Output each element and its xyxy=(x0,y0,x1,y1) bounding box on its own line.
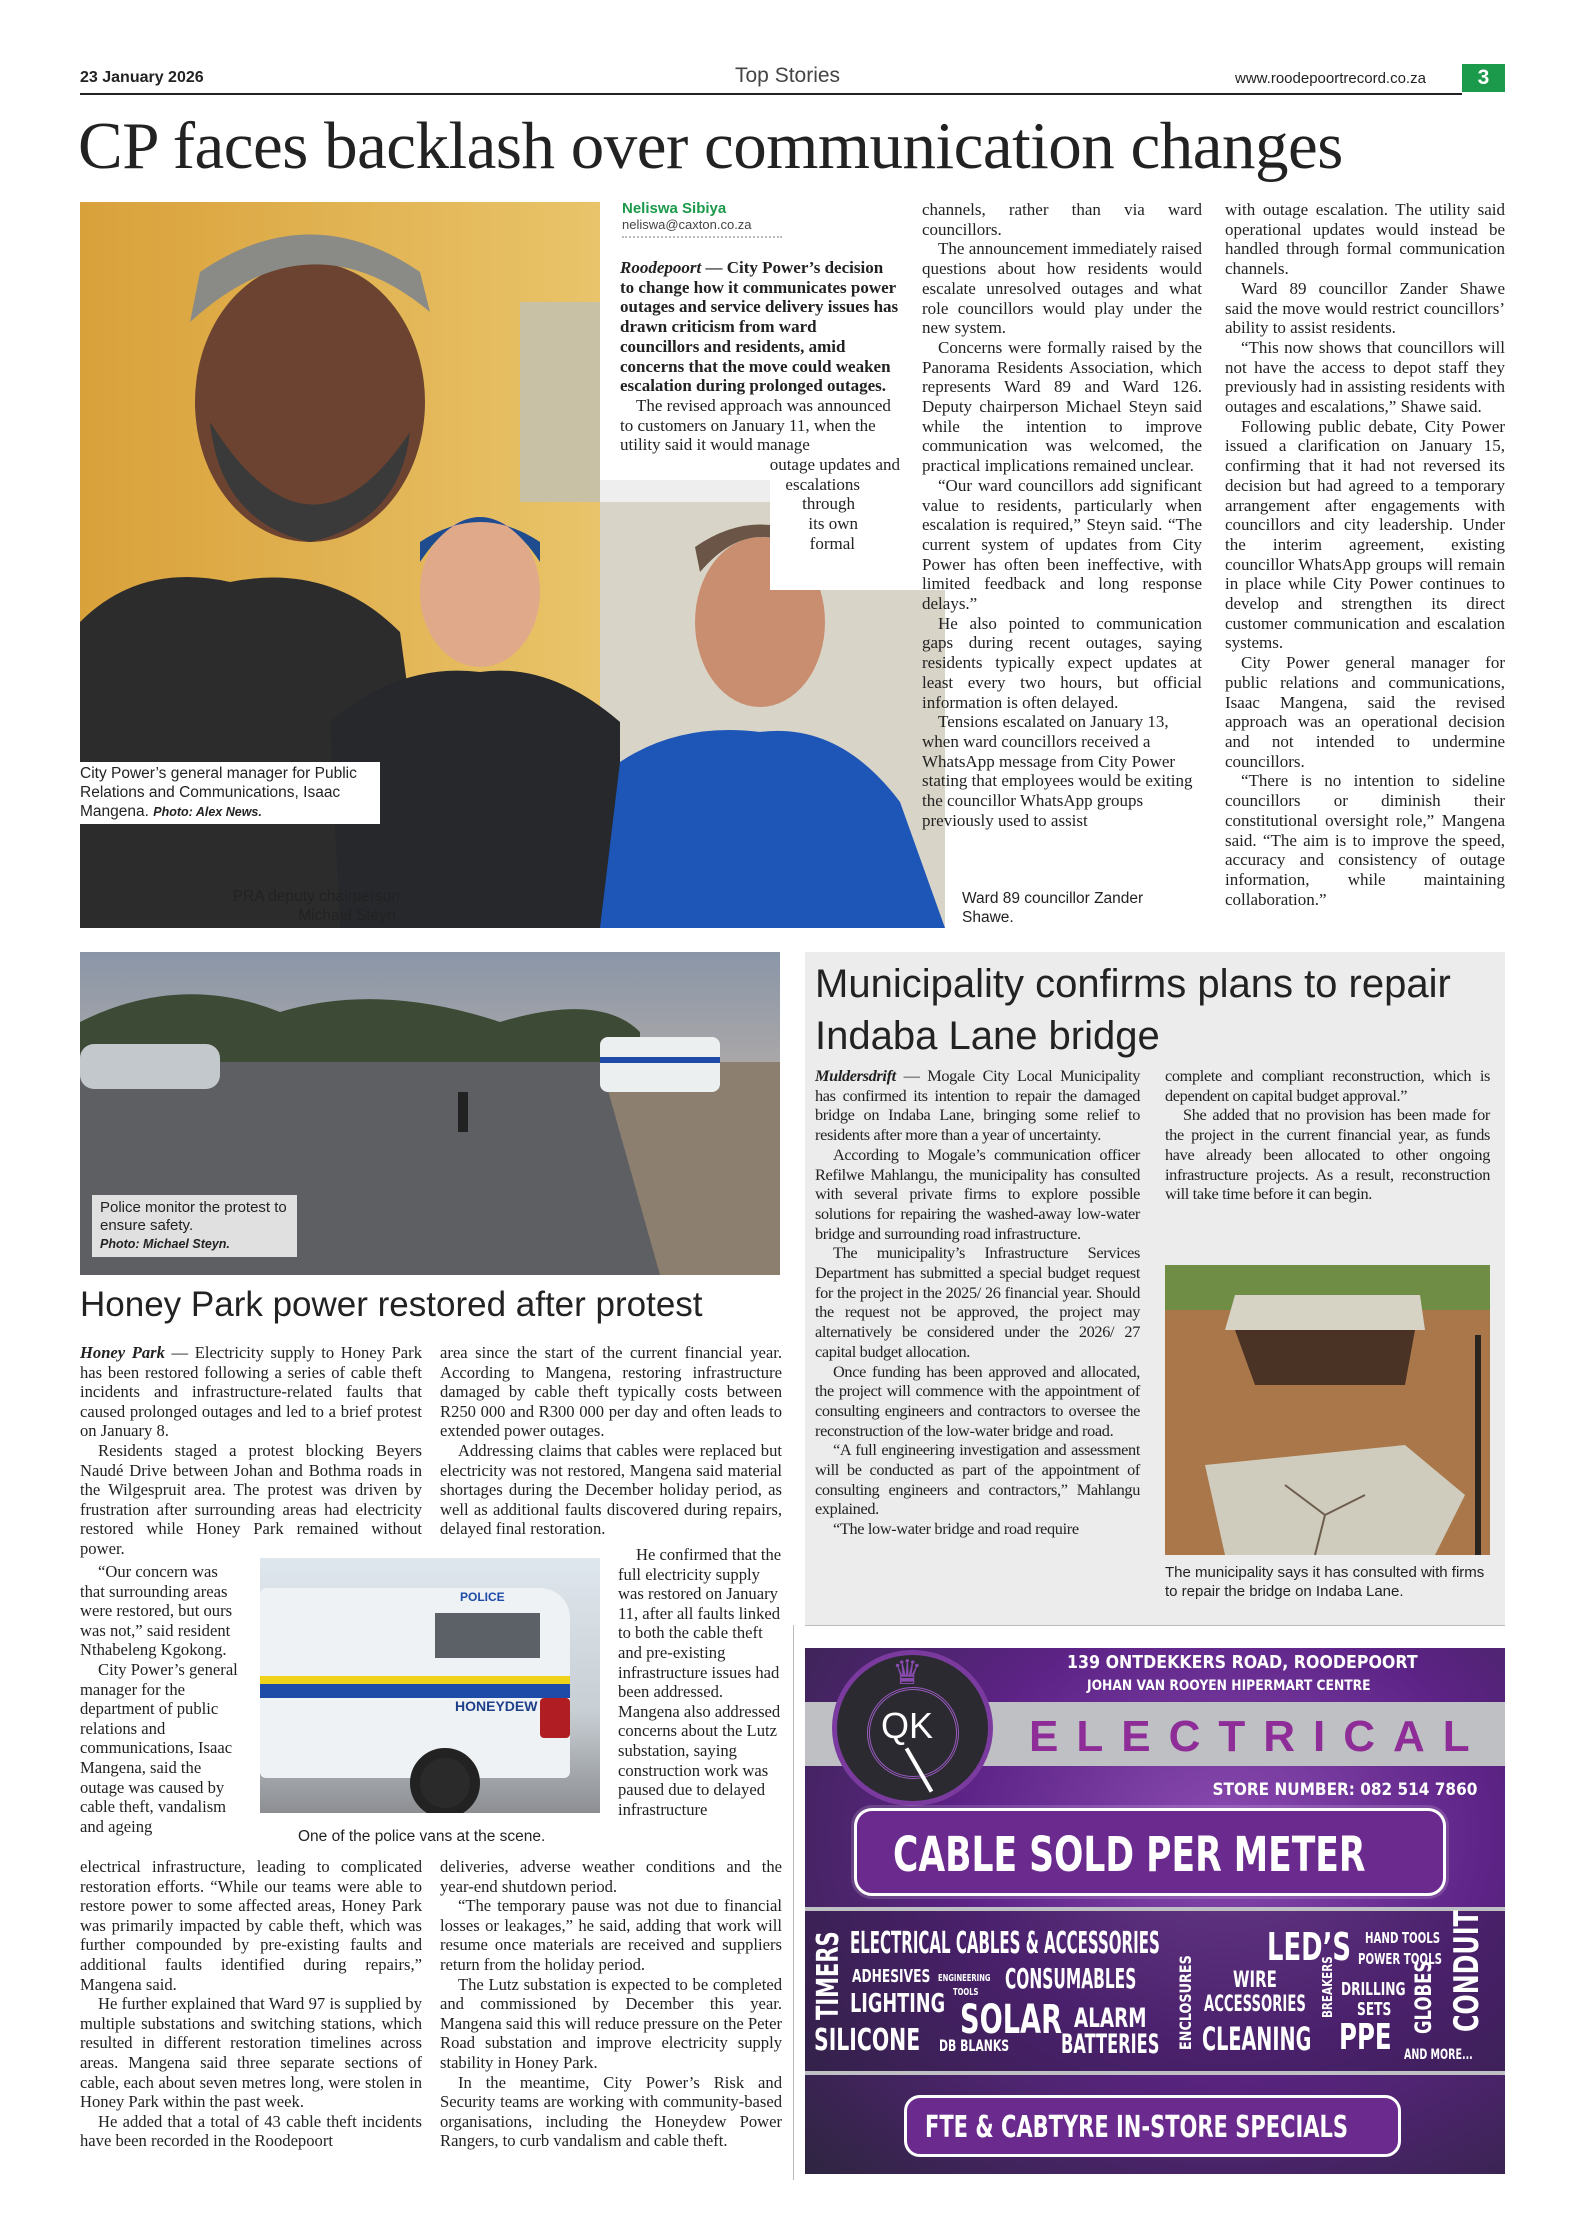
paragraph: In the meantime, City Power’s Risk and Security teams are working with community-based organisations, including the Honeydew Power Rangers, to curb vandalism and cable theft. xyxy=(440,2072,782,2151)
paragraph: “This now shows that councillors will not have the access to depot staff they previously had in assisting residents with outages and escalations,” Shawe said. xyxy=(1225,337,1506,417)
word-conduit: CONDUIT xyxy=(1447,1910,1487,2032)
honey-park-col1-mid xyxy=(80,1562,240,1836)
crown-icon: ♛ xyxy=(892,1653,923,1693)
van-yellow-stripe xyxy=(260,1676,570,1684)
word-batteries: BATTERIES xyxy=(1061,2029,1160,2060)
wrap-line: outage updates and xyxy=(769,455,900,475)
van-window xyxy=(435,1613,540,1658)
byline-rule xyxy=(622,236,782,238)
word-ppe: PPE xyxy=(1339,2017,1392,2058)
paragraph: area since the start of the current financial year. According to Mangena, restoring infrastructure damaged by cable theft typically costs between R250 000 and R300 000 per day and often leads to extended power outages. xyxy=(440,1343,782,1441)
specials-banner-text: FTE & CABTYRE IN-STORE SPECIALS xyxy=(925,2110,1349,2145)
paragraph: deliveries, adverse weather conditions and the year-end shutdown period. xyxy=(440,1857,782,1896)
paragraph: He also pointed to communication gaps during recent outages, saying residents typically expect updates at least every two hours, but official information is often delayed. xyxy=(922,613,1202,712)
paragraph: The revised approach was announced to customers on January 11, when the utility said it would manage xyxy=(620,395,891,455)
word-db-blanks: DB BLANKS xyxy=(939,2036,1010,2055)
byline-email[interactable]: neliswa@caxton.co.za xyxy=(622,217,752,232)
word-tools: TOOLS xyxy=(953,1987,979,1998)
paragraph: The Lutz substation is expected to be completed and commissioned by December this year. Mangena said this will reduce pressure on the Peter Road substation and improve electricity supply stability in Honey Park. xyxy=(440,1974,782,2072)
honey-park-col2-bottom xyxy=(440,1857,782,2151)
wrap-line: formal xyxy=(809,533,855,553)
word-enclosures: ENCLOSURES xyxy=(1176,1955,1195,2050)
logo xyxy=(832,1650,993,1806)
word-wire: WIRE xyxy=(1233,1968,1277,1993)
honey-park-col1-top xyxy=(80,1343,422,1559)
lead-place: Muldersdrift xyxy=(815,1066,896,1085)
protest-caption-credit: Photo: Michael Steyn. xyxy=(100,1237,230,1251)
word-silicone: SILICONE xyxy=(814,2023,921,2058)
paragraph: City Power’s general manager for the department of public relations and communications, Isaac Mangena, said the outage was caused by cable theft, vandalism and ageing xyxy=(80,1659,238,1836)
cable-banner xyxy=(854,1808,1446,1896)
municipality-headline: Municipality confirms plans to repair Indaba Lane bridge xyxy=(815,962,1451,1058)
paragraph: City Power general manager for public relations and communications, Isaac Mangena, said the revised approach was an operational decision and not intended to undermine councillors. xyxy=(1225,653,1505,771)
wrap-lines xyxy=(620,455,900,554)
byline xyxy=(622,200,902,238)
main-headline: CP faces backlash over communication changes xyxy=(78,109,1343,183)
paragraph: He added that a total of 43 cable theft incidents have been recorded in the Roodepoort xyxy=(80,2111,422,2151)
lead-text: — Mogale City Local Municipality has confirmed its intention to repair the damaged bridge on Indaba Lane, bringing some relief to residents after more than a year of uncertainty. xyxy=(815,1066,1140,1145)
wrap-line: through xyxy=(802,494,855,514)
paragraph: “A full engineering investigation and assessment will be conducted as part of the appointment of consulting engineers and contractors,” Mahlangu explained. xyxy=(815,1440,1140,1519)
lead-paragraph xyxy=(620,258,900,396)
protest-caption-text: Police monitor the protest to ensure safety. xyxy=(100,1199,287,1234)
paragraph: The announcement immediately raised questions about how residents would escalate unresolved outages and what role councillors would play under the new system. xyxy=(922,239,1202,338)
van-blue-stripe xyxy=(260,1684,570,1698)
word-sets: SETS xyxy=(1357,1999,1392,2020)
word-globes: GLOBES xyxy=(1412,1960,1437,2034)
brand-name: ELECTRICAL xyxy=(1029,1712,1488,1761)
word-alarm: ALARM xyxy=(1074,2003,1147,2034)
lead-place: Roodepoort xyxy=(620,258,702,277)
word-cleaning: CLEANING xyxy=(1202,2020,1312,2058)
caption-shawe: Ward 89 councillor Zander Shawe. xyxy=(962,890,1144,926)
caption-mangena-credit: Photo: Alex News. xyxy=(153,805,262,819)
paragraph: “The temporary pause was not due to financial losses or leakages,” he said, adding that work will resume once materials are received and suppliers return from the holiday period. xyxy=(440,1896,782,1974)
paragraph: Ward 89 councillor Zander Shawe said the move would restrict councillors’ ability to assist residents. xyxy=(1225,278,1505,338)
word-cables: ELECTRICAL CABLES & ACCESSORIES xyxy=(850,1926,1160,1961)
paragraph: “The low-water bridge and road require xyxy=(833,1519,1079,1539)
paragraph: He confirmed that the full electricity supply was restored on January 11, after all faults linked to both the cable theft and pre-existing infrastructure issues had been addressed. Mangena also addressed concerns about the Lutz substation, saying construction work was paused due to delayed infrastructure xyxy=(618,1545,782,1819)
wrap-line: escalations xyxy=(785,474,860,494)
word-hand-tools: HAND TOOLS xyxy=(1365,1929,1441,1947)
paragraph: “There is no intention to sideline councillors or diminish their constitutional oversight role,” Mangena said. “The aim is to improve the speed, accuracy and consistency of outage information, while maintaining collaboration.” xyxy=(1225,771,1505,909)
address-line-2: JOHAN VAN ROOYEN HIPERMART CENTRE xyxy=(1087,1678,1371,1694)
paragraph: “Our concern was that surrounding areas were restored, but ours was not,” said resident Nthabeleng Kgokong. xyxy=(80,1562,233,1660)
lead-place: Honey Park xyxy=(80,1343,165,1362)
main-story-col2 xyxy=(922,200,1202,831)
word-consumables: CONSUMABLES xyxy=(1005,1962,1137,1995)
lead-text: — City Power’s decision to change how it communicates power outages and service delivery issues has drawn criticism from ward councillors and residents, amid concerns that the move could weaken escalation during prolonged outages. xyxy=(620,258,899,396)
paragraph: According to Mogale’s communication officer Refilwe Mahlangu, the municipality has consulted with several private firms to explore possible solutions for repairing the washed-away low-water bridge and surrounding road infrastructure. xyxy=(815,1144,1140,1243)
paragraph: Concerns were formally raised by the Panorama Residents Association, which represents Ward 89 and Ward 126. Deputy chairperson Michael Steyn said while the intention to improve communication was welcomed, the practical implications remained unclear. xyxy=(922,337,1202,476)
caption-mangena-text: City Power’s general manager for Public Relations and Communications, Isaac Mangena. xyxy=(80,765,357,820)
main-story-col1 xyxy=(620,258,900,554)
word-engineering: ENGINEERING xyxy=(938,1973,991,1984)
paragraph: channels, rather than via ward councillors. xyxy=(922,200,1202,239)
page-header xyxy=(80,64,1505,94)
paragraph: The municipality’s Infrastructure Services Department has submitted a special budget request for the project in the 2025/ 26 financial year. Should the request not be approved, the project may alternatively be considered under the 2026/ 27 capital budget allocation. xyxy=(815,1243,1140,1361)
paragraph: She added that no provision has been made for the project in the current financial year, as funds have already been allocated to other ongoing infrastructure projects. As a result, reconstruction will take time before it can begin. xyxy=(1165,1105,1490,1204)
protest-photo-caption xyxy=(92,1195,297,1257)
paragraph: complete and compliant reconstruction, which is dependent on capital budget approval.” xyxy=(1165,1066,1490,1105)
paragraph: Following public debate, City Power issued a clarification on January 15, confirming that it had not reversed its decision but had agreed to a temporary arrangement after engagements with councillors and city leadership. Under the interim agreement, existing councillor WhatsApp groups will remain in place while City Power continues to develop and strengthen its direct customer communication and escalation systems. xyxy=(1225,416,1505,653)
word-power-tools: POWER TOOLS xyxy=(1358,1950,1442,1968)
paragraph: electrical infrastructure, leading to complicated restoration efforts. “While our teams were able to restore power to some affected areas, Honey Park was primarily impacted by cable theft, which was further compounded by pre-existing faults and additional faults identified during repairs,” Mangena said. xyxy=(80,1857,422,1994)
paragraph xyxy=(815,1066,1140,1145)
paragraph: Addressing claims that cables were replaced but electricity was not restored, Mangena said material shortages during the December holiday period, as well as additional faults discovered during repairs, delayed final restoration. xyxy=(440,1440,782,1539)
specials-banner xyxy=(904,2095,1401,2157)
honey-park-headline: Honey Park power restored after protest xyxy=(80,1285,703,1324)
word-breakers: BREAKERS xyxy=(1321,1956,1336,2018)
qk-electrical-advert[interactable] xyxy=(805,1648,1505,2174)
paragraph: “Our ward councillors add significant value to residents, particularly when escalation is required,” Steyn said. “The current system of updates from City Power has often been ineffective, with limited feedback and long response delays.” xyxy=(922,475,1202,614)
word-adhesives: ADHESIVES xyxy=(852,1966,931,1987)
logo-letters: QK xyxy=(881,1705,934,1746)
bridge-photo xyxy=(1165,1265,1490,1555)
store-number[interactable]: STORE NUMBER: 082 514 7860 xyxy=(1212,1780,1477,1800)
section-label: Top Stories xyxy=(735,64,841,87)
bridge-caption: The municipality says it has consulted with firms to repair the bridge on Indaba Lane. xyxy=(1165,1564,1485,1600)
column-rule xyxy=(793,1625,794,2180)
main-story-col3 xyxy=(1225,200,1505,909)
paragraph xyxy=(80,1343,422,1441)
paragraph: Once funding has been approved and allocated, the project will commence with the appointment of consulting engineers and contractors to oversee the reconstruction of the low-water bridge and road. xyxy=(815,1361,1140,1440)
van-taillight xyxy=(540,1698,570,1738)
honey-park-col1-bottom xyxy=(80,1857,422,2151)
word-and-more: AND MORE... xyxy=(1404,2047,1473,2063)
word-lighting: LIGHTING xyxy=(850,1989,946,2019)
header-rule xyxy=(80,93,1462,95)
word-timers: TIMERS xyxy=(811,1931,846,2020)
word-leds: LED’S xyxy=(1267,1925,1352,1969)
paragraph: Residents staged a protest blocking Beyers Naudé Drive between Johan and Bothma roads in the Wilgespruit area. The protest was driven by frustration after surrounding areas had electricity restored while Honey Park remained without power. xyxy=(80,1440,422,1558)
word-solar: SOLAR xyxy=(960,1997,1063,2043)
municipality-col1 xyxy=(815,1066,1140,1539)
caption-steyn: PRA deputy chairperson Michael Steyn. xyxy=(232,888,400,924)
cable-banner-text: CABLE SOLD PER METER xyxy=(893,1827,1366,1883)
van-police-text: POLICE xyxy=(460,1590,505,1604)
lead-text: — Electricity supply to Honey Park has been restored following a series of cable theft incidents and infrastructure-related faults that caused prolonged outages and led to a brief protest on January 8. xyxy=(80,1343,422,1441)
byline-name: Neliswa Sibiya xyxy=(622,200,727,217)
divider-bottom xyxy=(805,2071,1505,2075)
word-drilling: DRILLING xyxy=(1341,1979,1406,2000)
page-number: 3 xyxy=(1462,64,1505,92)
site-url[interactable]: www.roodepoortrecord.co.za xyxy=(1235,70,1426,87)
paragraph: Tensions escalated on January 13, when ward councillors received a WhatsApp message from City Power stating that employees would be exiting the councillor WhatsApp groups previously used to assist xyxy=(922,712,1193,830)
address-line-1: 139 ONTDEKKERS ROAD, ROODEPOORT xyxy=(1067,1652,1418,1673)
caption-mangena xyxy=(80,762,380,824)
wrap-line: its own xyxy=(808,514,858,534)
municipality-col2 xyxy=(1165,1066,1490,1204)
van-wheel xyxy=(410,1748,480,1813)
paragraph: He further explained that Ward 97 is supplied by multiple substations and switching stations, which resulted in different restoration timelines across areas. Mangena said three separate sections of cable, each about seven metres long, were stolen in Honey Park within the past week. xyxy=(80,1994,422,2112)
issue-date: 23 January 2026 xyxy=(80,69,204,86)
police-van-photo xyxy=(260,1558,600,1813)
box-bottom-rule xyxy=(805,1625,1505,1626)
honey-park-col2-top xyxy=(440,1343,782,1539)
police-van-caption: One of the police vans at the scene. xyxy=(298,1828,546,1845)
word-accessories: ACCESSORIES xyxy=(1204,1992,1306,2017)
paragraph: with outage escalation. The utility said operational updates would instead be handled through formal communication channels. xyxy=(1225,200,1505,279)
honey-park-col2-mid xyxy=(618,1545,783,1819)
van-honeydew-text: HONEYDEW xyxy=(455,1698,538,1714)
